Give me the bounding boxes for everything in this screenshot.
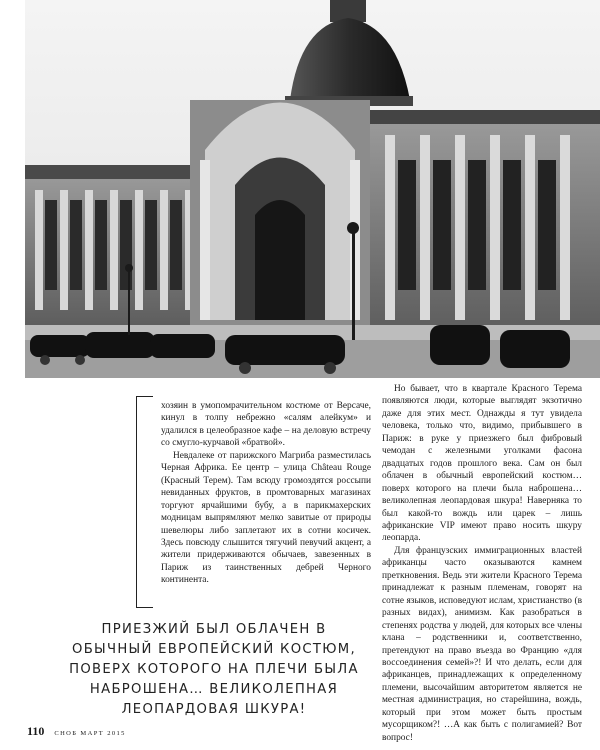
decorative-bracket bbox=[136, 396, 153, 608]
paragraph: Но бывает, что в квартале Красного Терема появляются люди, которые выглядят экзотично даже для этих мест. Однажды я тут увидела человека, только что, видимо, прибывшего в Париж: в руке у приезжего был фибровый чемодан с железными уголками фасона двадцатых годов прошлого века. Сам он был облачен в обычный европейский костюм… поверх которого на плечи была наброшена… великолепная леопардовая шкура! Наверняка то был какой-то вождь или царек – лишь африканские VIP имеют право носить шкуру леопарда. bbox=[382, 384, 582, 544]
pull-quote: ПРИЕЗЖИЙ БЫЛ ОБЛАЧЕН В ОБЫЧНЫЙ ЕВРОПЕЙСКИЙ КОСТЮМ, ПОВЕРХ КОТОРОГО НА ПЛЕЧИ БЫЛА НАБРОШЕНА… ВЕЛИКОЛЕПНАЯ ЛЕОПАРДОВАЯ ШКУРА! bbox=[69, 622, 359, 717]
paragraph: Для французских иммиграционных властей африканцы часто оказываются камнем преткновения. Ведь эти жители Красного Терема принадлежат к разным племенам, говорят на сотне языков, исповедуют ислам, христианство (в разных видах), анимизм. Как разобраться в степенях родства у людей, для которых все члены клана – родственники и, соответственно, претендуют на право въезда во Францию «для воссоединения семей»?! И что делать, если для африканцев, принадлежащих к определенному племени, высочайшим авторитетом является не местная администрация, но старейшина, вождь, который при этом может быть простым мусорщиком?! …А как быть с полигамией? Вот вопрос! bbox=[382, 545, 582, 743]
page-footer bbox=[27, 722, 126, 740]
magazine-issue: СНОБ МАРТ 2015 bbox=[54, 730, 126, 737]
left-text-column bbox=[161, 400, 371, 587]
paragraph: хозяин в умопомрачительном костюме от Версаче, кинул в толпу небрежно «салям алейкум» и удалился в целеобразное кафе – на деловую встречу со смугло-курчавой «братвой». bbox=[161, 401, 371, 449]
paragraph: Невдалеке от парижского Магриба разместилась Черная Африка. Ее центр – улица Château Rouge (Красный Терем). Там всюду громоздятся россыпи невиданных фруктов, в промтоварных магазинах торгуют ярчайшими бубу, а в парикмахерских модницам выпрямляют мелко завитые от природы шевелюры либо заплетают их в сотни косичек. Здесь повсюду слышится тягучий певучий акцент, а жители придерживаются обычаев, завезенных в Париж из таинственных дебрей Черного континента. bbox=[161, 450, 371, 586]
right-text-column bbox=[382, 383, 582, 744]
page-number: 110 bbox=[27, 724, 45, 738]
